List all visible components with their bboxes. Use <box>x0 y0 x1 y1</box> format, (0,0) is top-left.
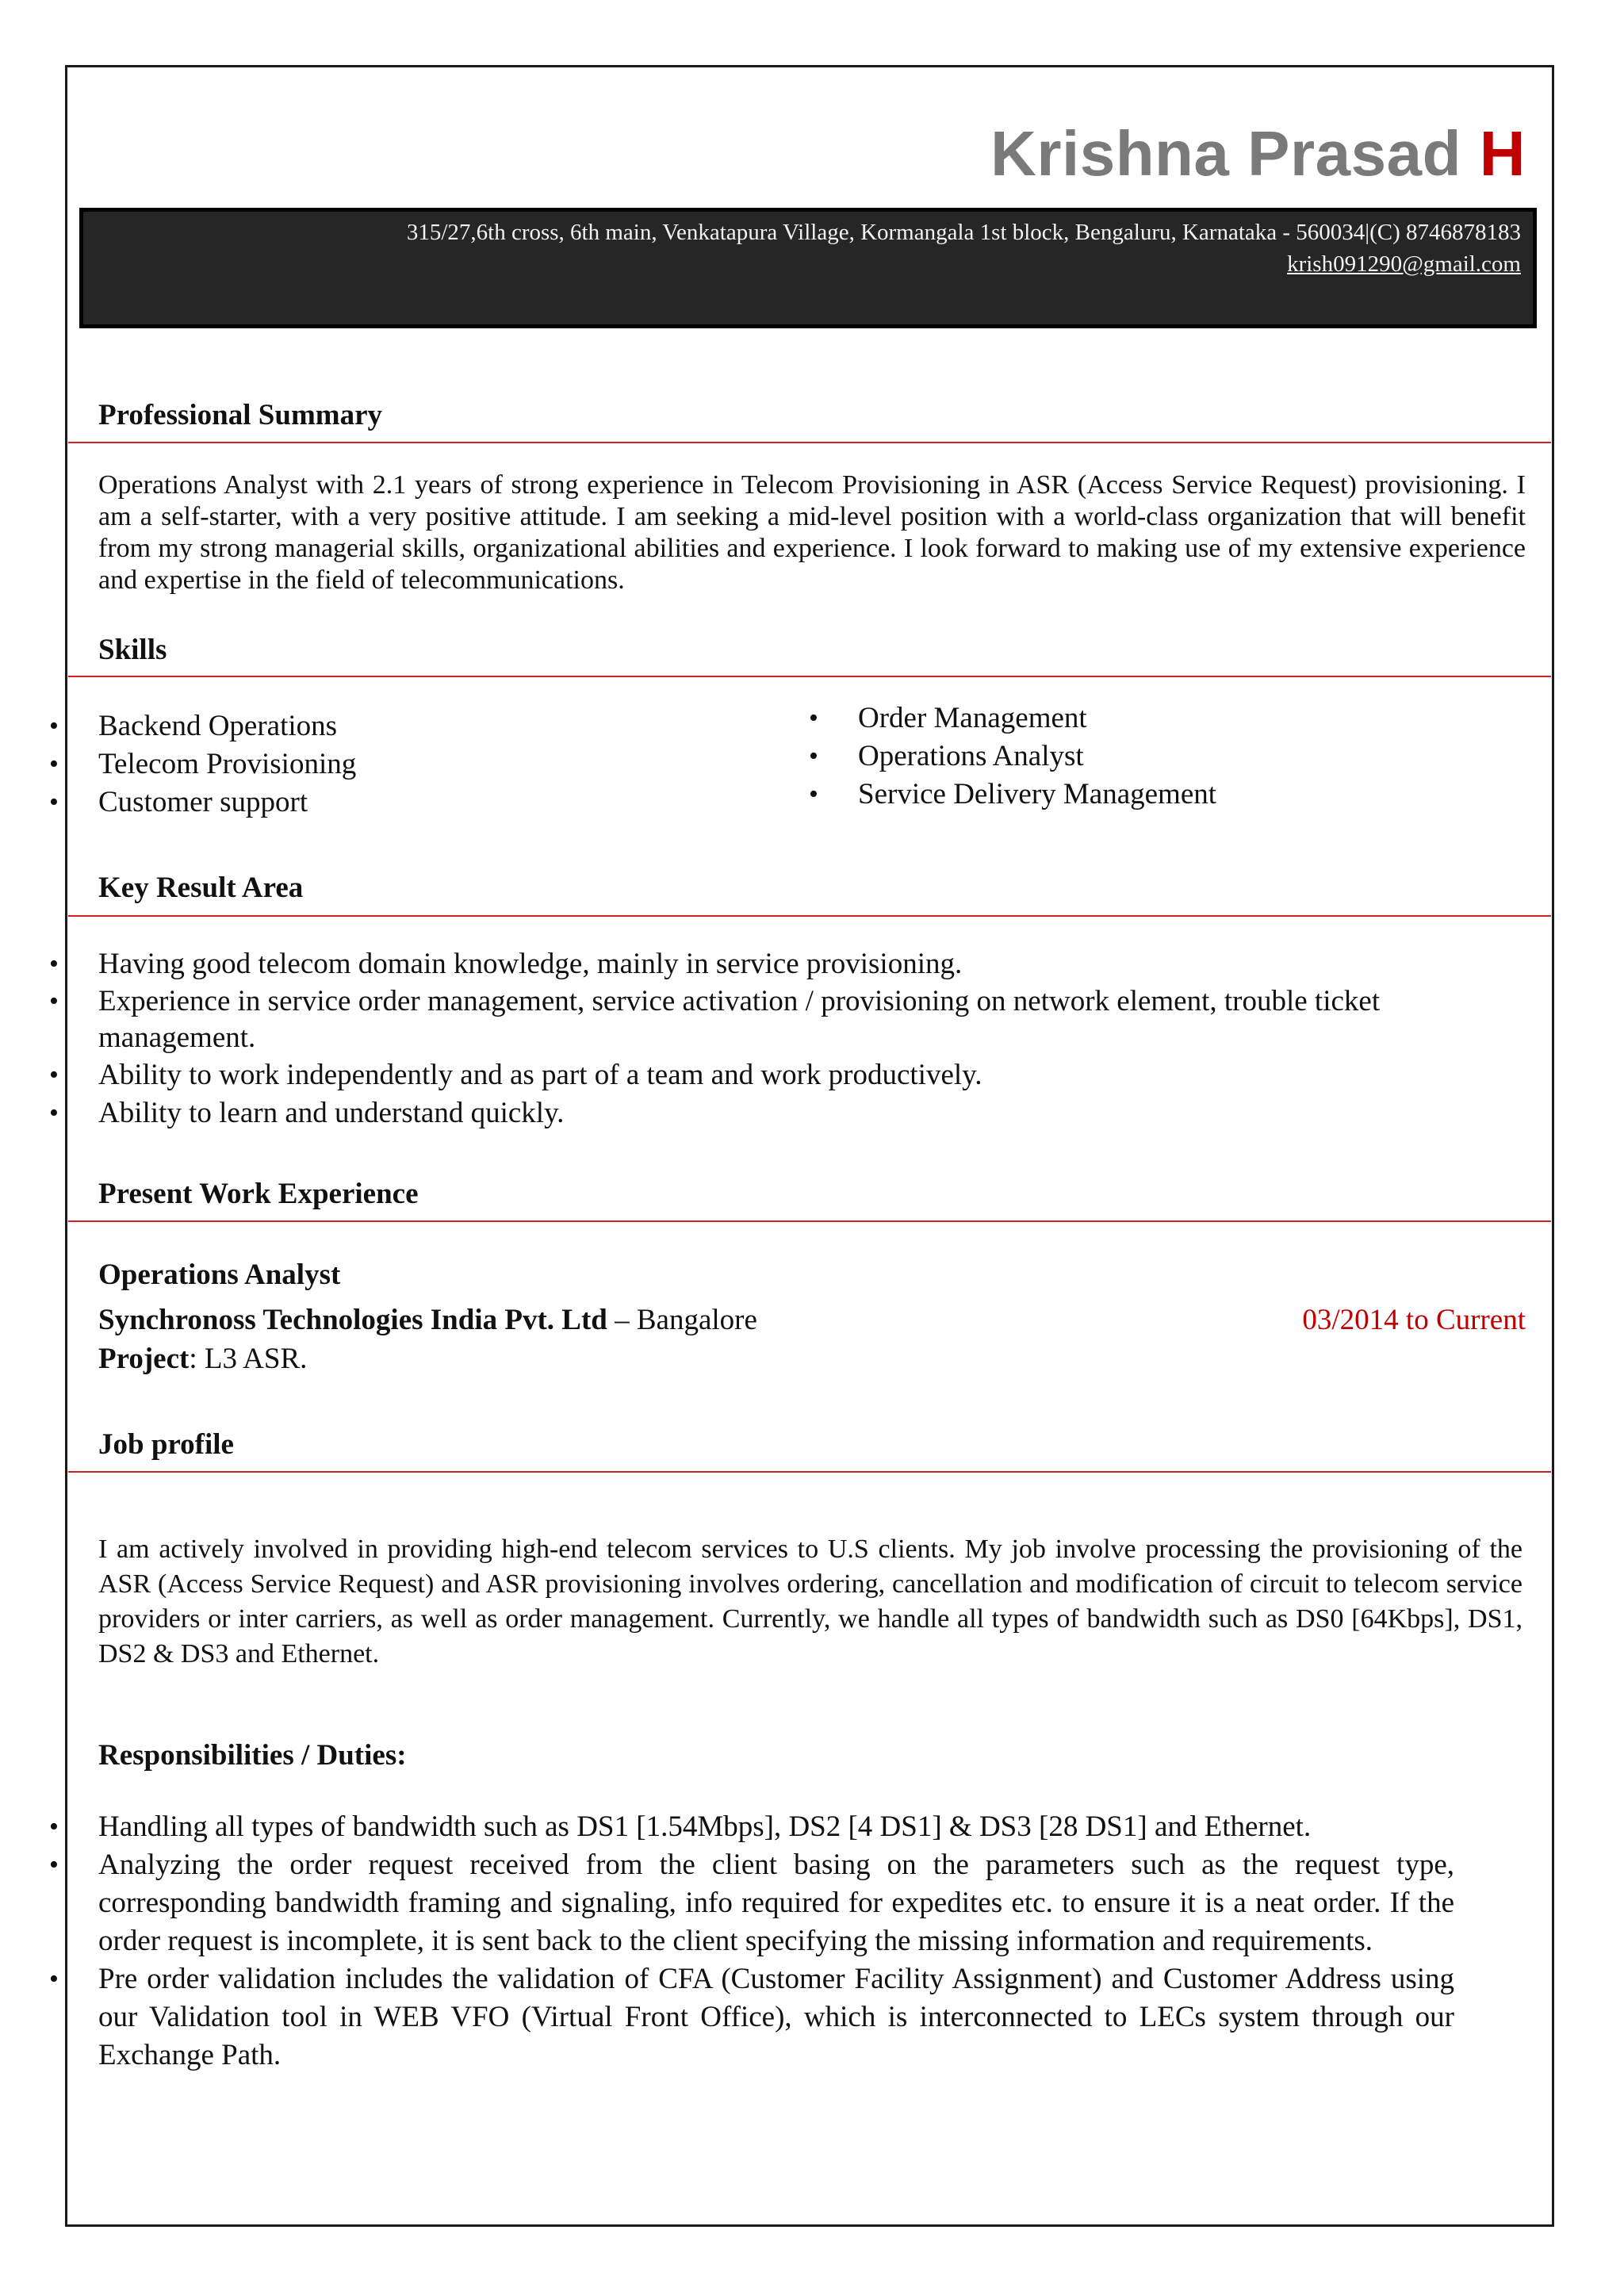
list-item: • Order Management <box>760 699 1216 738</box>
kra-list <box>0 945 1464 1132</box>
experience-heading: Present Work Experience <box>98 1178 419 1210</box>
project-line <box>98 1342 307 1376</box>
skills-list-right <box>760 699 1216 814</box>
kra-heading: Key Result Area <box>98 872 304 904</box>
company-location: – Bangalore <box>607 1304 757 1336</box>
summary-text: Operations Analyst with 2.1 years of strong experience in Telecom Provisioning in ASR (Access Service Request) provisioning. I am a self-starter, with a very positive attitude. I am seeking a mid-level position with a world-class organization that will benefit from my strong managerial skills, organizational abilities and experience. I look forward to making use of my extensive experience and expertise in the field of telecommunications. <box>98 470 1526 595</box>
company-name: Synchronoss Technologies India Pvt. Ltd <box>98 1304 607 1336</box>
company-line <box>98 1303 757 1337</box>
skills-list-left <box>0 707 356 822</box>
project-label: Project <box>98 1343 190 1375</box>
list-item: • Experience in service order management, service activation / provisioning on network element, trouble ticket management. <box>0 983 1464 1056</box>
list-item: • Having good telecom domain knowledge, mainly in service provisioning. <box>0 945 1464 983</box>
job-profile-heading: Job profile <box>98 1428 234 1461</box>
list-item: • Handling all types of bandwidth such as DS1 [1.54Mbps], DS2 [4 DS1] & DS3 [28 DS1] and Ethernet. <box>0 1808 1464 1846</box>
responsibilities-heading: Responsibilities / Duties: <box>98 1739 407 1772</box>
skills-heading: Skills <box>98 634 167 666</box>
list-item: • Telecom Provisioning <box>0 745 356 784</box>
name-main: Krishna Prasad <box>990 118 1461 189</box>
job-title: Operations Analyst <box>98 1259 341 1291</box>
list-item: • Analyzing the order request received from the client basing on the parameters such as the request type, corresponding bandwidth framing and signaling, info required for expedites etc. to ensure it is a neat order. If the order request is incomplete, it is sent back to the client specifying the missing information and requirements. <box>0 1846 1464 1960</box>
list-item: • Pre order validation includes the validation of CFA (Customer Facility Assignment) and Customer Address using our Validation tool in WEB VFO (Virtual Front Office), which is interconnected to LECs system through our Exchange Path. <box>0 1960 1464 2075</box>
project-value: : L3 ASR. <box>189 1343 308 1375</box>
section-divider <box>68 1220 1551 1222</box>
job-profile-text: I am actively involved in providing high-end telecom services to U.S clients. My job involve processing the provisioning of the ASR (Access Service Request) and ASR provisioning involves ordering, cancellation and modification of circuit to telecom service providers or inter carriers, as well as order management. Currently, we handle all types of bandwidth such as DS0 [64Kbps], DS1, DS2 & DS3 and Ethernet. <box>98 1534 1522 1669</box>
list-item: • Ability to work independently and as part of a team and work productively. <box>0 1056 1464 1094</box>
address-line: 315/27,6th cross, 6th main, Venkatapura Village, Kormangala 1st block, Bengaluru, Karnataka - 560034|(C) 8746878183 <box>406 220 1521 245</box>
list-item: • Service Delivery Management <box>760 776 1216 814</box>
section-divider <box>68 915 1551 917</box>
email-link[interactable]: krish091290@gmail.com <box>1287 251 1521 277</box>
section-divider <box>68 676 1551 677</box>
employment-dates: 03/2014 to Current <box>1302 1304 1526 1336</box>
list-item: • Customer support <box>0 784 356 822</box>
section-divider <box>68 1471 1551 1473</box>
name-initial: H <box>1479 118 1526 189</box>
list-item: • Operations Analyst <box>760 738 1216 776</box>
list-item: • Backend Operations <box>0 707 356 745</box>
responsibilities-list <box>0 1808 1464 2075</box>
candidate-name <box>990 117 1526 190</box>
contact-bar <box>79 208 1537 328</box>
summary-heading: Professional Summary <box>98 399 383 431</box>
section-divider <box>68 442 1551 443</box>
list-item: • Ability to learn and understand quickly. <box>0 1094 1464 1132</box>
